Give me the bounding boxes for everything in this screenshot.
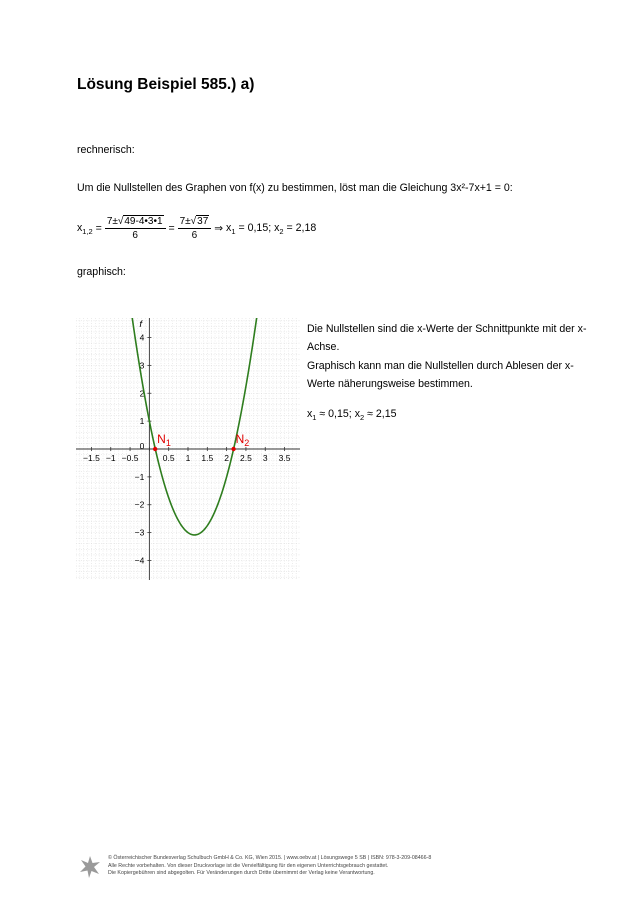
x-tick-label: 0.5 — [162, 453, 175, 463]
x-tick-label: 2.5 — [240, 453, 252, 463]
x-tick-label: −1.5 — [83, 453, 100, 463]
page-title: Lösung Beispiel 585.) a) — [77, 76, 255, 93]
x-tick-label: 3 — [262, 453, 268, 463]
quadratic-formula — [77, 216, 316, 241]
zero-point-label: $N_2$ — [235, 432, 250, 448]
footer-line-1: © Österreichischer Bundesverlag Schulbuch GmbH & Co. KG, Wien 2015. | www.oebv.at | Lösungswege 5 SB | ISBN: 978-3-209-08466-8 — [108, 855, 432, 861]
equals-sign: = — [92, 222, 105, 235]
zero-points — [153, 432, 249, 451]
function-graph — [76, 318, 300, 580]
intro-text: Um die Nullstellen des Graphen von f(x) zu bestimmen, löst man die Gleichung 3x²-7x+1 = 0: — [77, 182, 513, 194]
x-tick-label: −1 — [105, 453, 116, 463]
y-tick-label: 4 — [139, 332, 145, 343]
description — [307, 320, 592, 428]
publisher-logo-icon — [78, 855, 102, 879]
y-tick-label: −1 — [134, 471, 145, 482]
y-tick-label: −4 — [134, 555, 145, 566]
description-p2: Graphisch kann man die Nullstellen durch Ablesen der x-Werte näherungsweise bestimmen. — [307, 359, 574, 390]
y-axis-label: f — [139, 319, 143, 330]
y-tick-label: −3 — [134, 527, 145, 538]
y-tick-label: 3 — [139, 360, 145, 371]
zero-point-marker — [231, 447, 235, 451]
rechnerisch-label: rechnerisch: — [77, 144, 135, 156]
implies-arrow: ⇒ — [211, 222, 227, 235]
description-p1: Die Nullstellen sind die x-Werte der Schnittpunkte mit der x-Achse. — [307, 323, 587, 354]
fraction-1: $\frac{7\pm√49-4•3•1}{6}$ — [105, 216, 166, 241]
footer-line-2: Alle Rechte vorbehalten. Von dieser Druckvorlage ist die Vervielfältigung für den eigenen Unterrichtsgebrauch gestattet. — [108, 862, 389, 869]
x-tick-label: −0.5 — [121, 453, 139, 463]
root-x1: $x_1 = 0,15$; — [226, 222, 275, 237]
formula-lhs: $x_{1,2}$ — [77, 222, 93, 237]
root-x2: $x_2 = 2,18$ — [274, 222, 317, 237]
graphical-result: $x_1 \approx 0,15$; $x_2 \approx 2,15$ — [307, 408, 397, 423]
x-tick-label: 3.5 — [278, 453, 291, 463]
y-tick-label: 0 — [139, 441, 145, 451]
x-tick-label: 1 — [185, 453, 191, 463]
y-tick-label: −2 — [134, 499, 145, 510]
fraction-2: $\frac{7\pm√37}{6}$ — [178, 216, 212, 241]
x-tick-label: 2 — [224, 453, 229, 463]
y-tick-label: 1 — [139, 416, 145, 427]
footer — [108, 855, 431, 878]
graphisch-label: graphisch: — [77, 266, 126, 278]
tick-labels — [83, 319, 291, 565]
x-tick-label: 1.5 — [201, 453, 214, 463]
zero-point-label: $N_1$ — [157, 432, 171, 448]
zero-point-marker — [153, 447, 157, 451]
equals-sign: = — [165, 222, 178, 235]
footer-line-3: Die Kopiergebühren sind abgegolten. Für Veränderungen durch Dritte übernimmt der Verlag keine Verantwortung. — [108, 870, 375, 876]
y-tick-label: 2 — [139, 388, 145, 399]
